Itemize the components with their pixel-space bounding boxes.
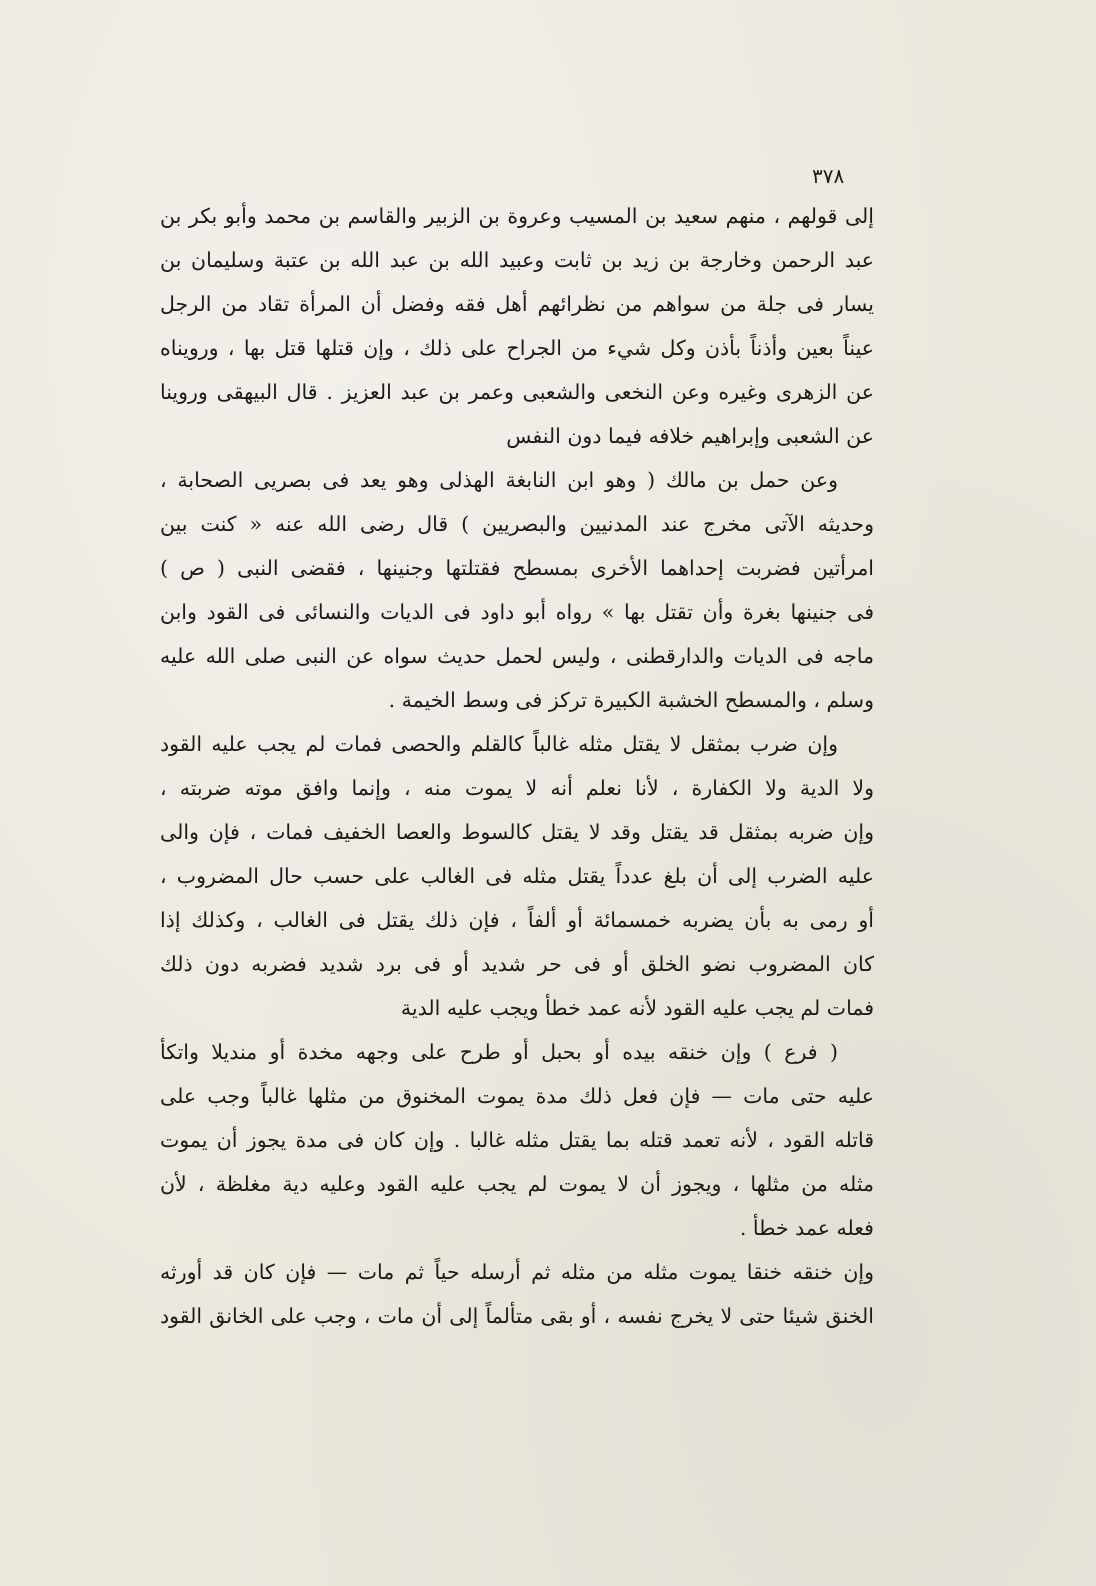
- text-line-17: أو رمى به بأن يضربه خمسمائة أو ألفاً ، فإن ذلك يقتل فى الغالب ، وكذلك إذا: [160, 908, 874, 932]
- text-line-10: فى جنينها بغرة وأن تقتل بها » رواه أبو داود فى الديات والنسائى فى القود وابن: [160, 600, 874, 624]
- text-line-24: فعله عمد خطأ .: [739, 1216, 874, 1240]
- text-line-23: مثله من مثلها ، ويجوز أن لا يموت لم يجب عليه القود وعليه دية مغلظة ، لأن: [160, 1172, 874, 1196]
- page-number: ٣٧٨: [812, 164, 845, 188]
- text-line-13: وإن ضرب بمثقل لا يقتل مثله غالباً كالقلم والحصى فمات لم يجب عليه القود: [160, 732, 838, 756]
- text-line-25: وإن خنقه خنقا يموت مثله من مثله ثم أرسله حياً ثم مات — فإن كان قد أورثه: [160, 1260, 874, 1284]
- body-text: [160, 194, 874, 1338]
- text-line-11: ماجه فى الديات والدارقطنى ، وليس لحمل حديث سواه عن النبى صلى الله عليه: [160, 644, 874, 668]
- text-line-2: عبد الرحمن وخارجة بن زيد بن ثابت وعبيد الله بن عبد الله بن عتبة وسليمان بن: [160, 248, 874, 272]
- text-line-4: عيناً بعين وأذناً بأذن وكل شيء من الجراح على ذلك ، وإن قتلها قتل بها ، ورويناه: [160, 336, 874, 360]
- text-line-18: كان المضروب نضو الخلق أو فى حر شديد أو فى برد شديد فضربه دون ذلك: [160, 952, 874, 976]
- text-line-19: فمات لم يجب عليه القود لأنه عمد خطأ ويجب عليه الدية: [400, 996, 874, 1020]
- text-line-15: وإن ضربه بمثقل قد يقتل وقد لا يقتل كالسوط والعصا الخفيف فمات ، فإن والى: [160, 820, 874, 844]
- text-line-20: ( فرع ) وإن خنقه بيده أو بحبل أو طرح على وجهه مخدة أو منديلا واتكأ: [160, 1040, 838, 1064]
- text-line-9: امرأتين فضربت إحداهما الأخرى بمسطح فقتلتها وجنينها ، فقضى النبى ( ص ): [160, 556, 874, 580]
- text-line-22: قاتله القود ، لأنه تعمد قتله بما يقتل مثله غالبا . وإن كان فى مدة يجوز أن يموت: [160, 1128, 874, 1152]
- text-line-26: الخنق شيئا حتى لا يخرج نفسه ، أو بقى متألماً إلى أن مات ، وجب على الخانق القود: [160, 1304, 874, 1328]
- text-line-7: وعن حمل بن مالك ( وهو ابن النابغة الهذلى وهو يعد فى بصريى الصحابة ،: [160, 468, 838, 492]
- text-line-3: يسار فى جلة من سواهم من نظرائهم أهل فقه وفضل أن المرأة تقاد من الرجل: [160, 292, 874, 316]
- text-line-16: عليه الضرب إلى أن بلغ عدداً يقتل مثله فى الغالب على حسب حال المضروب ،: [160, 864, 874, 888]
- text-line-6: عن الشعبى وإبراهيم خلافه فيما دون النفس: [506, 424, 874, 448]
- text-line-14: ولا الدية ولا الكفارة ، لأنا نعلم أنه لا يموت منه ، وإنما وافق موته ضربته ،: [160, 776, 874, 800]
- text-line-8: وحديثه الآتى مخرج عند المدنيين والبصريين ) قال رضى الله عنه « كنت بين: [160, 512, 874, 536]
- text-line-12: وسلم ، والمسطح الخشبة الكبيرة تركز فى وسط الخيمة .: [388, 688, 874, 712]
- text-line-1: إلى قولهم ، منهم سعيد بن المسيب وعروة بن الزبير والقاسم بن محمد وأبو بكر بن: [160, 204, 874, 228]
- text-line-5: عن الزهرى وغيره وعن النخعى والشعبى وعمر بن عبد العزيز . قال البيهقى وروينا: [160, 380, 874, 404]
- text-line-21: عليه حتى مات — فإن فعل ذلك مدة يموت المخنوق من مثلها غالباً وجب على: [160, 1084, 874, 1108]
